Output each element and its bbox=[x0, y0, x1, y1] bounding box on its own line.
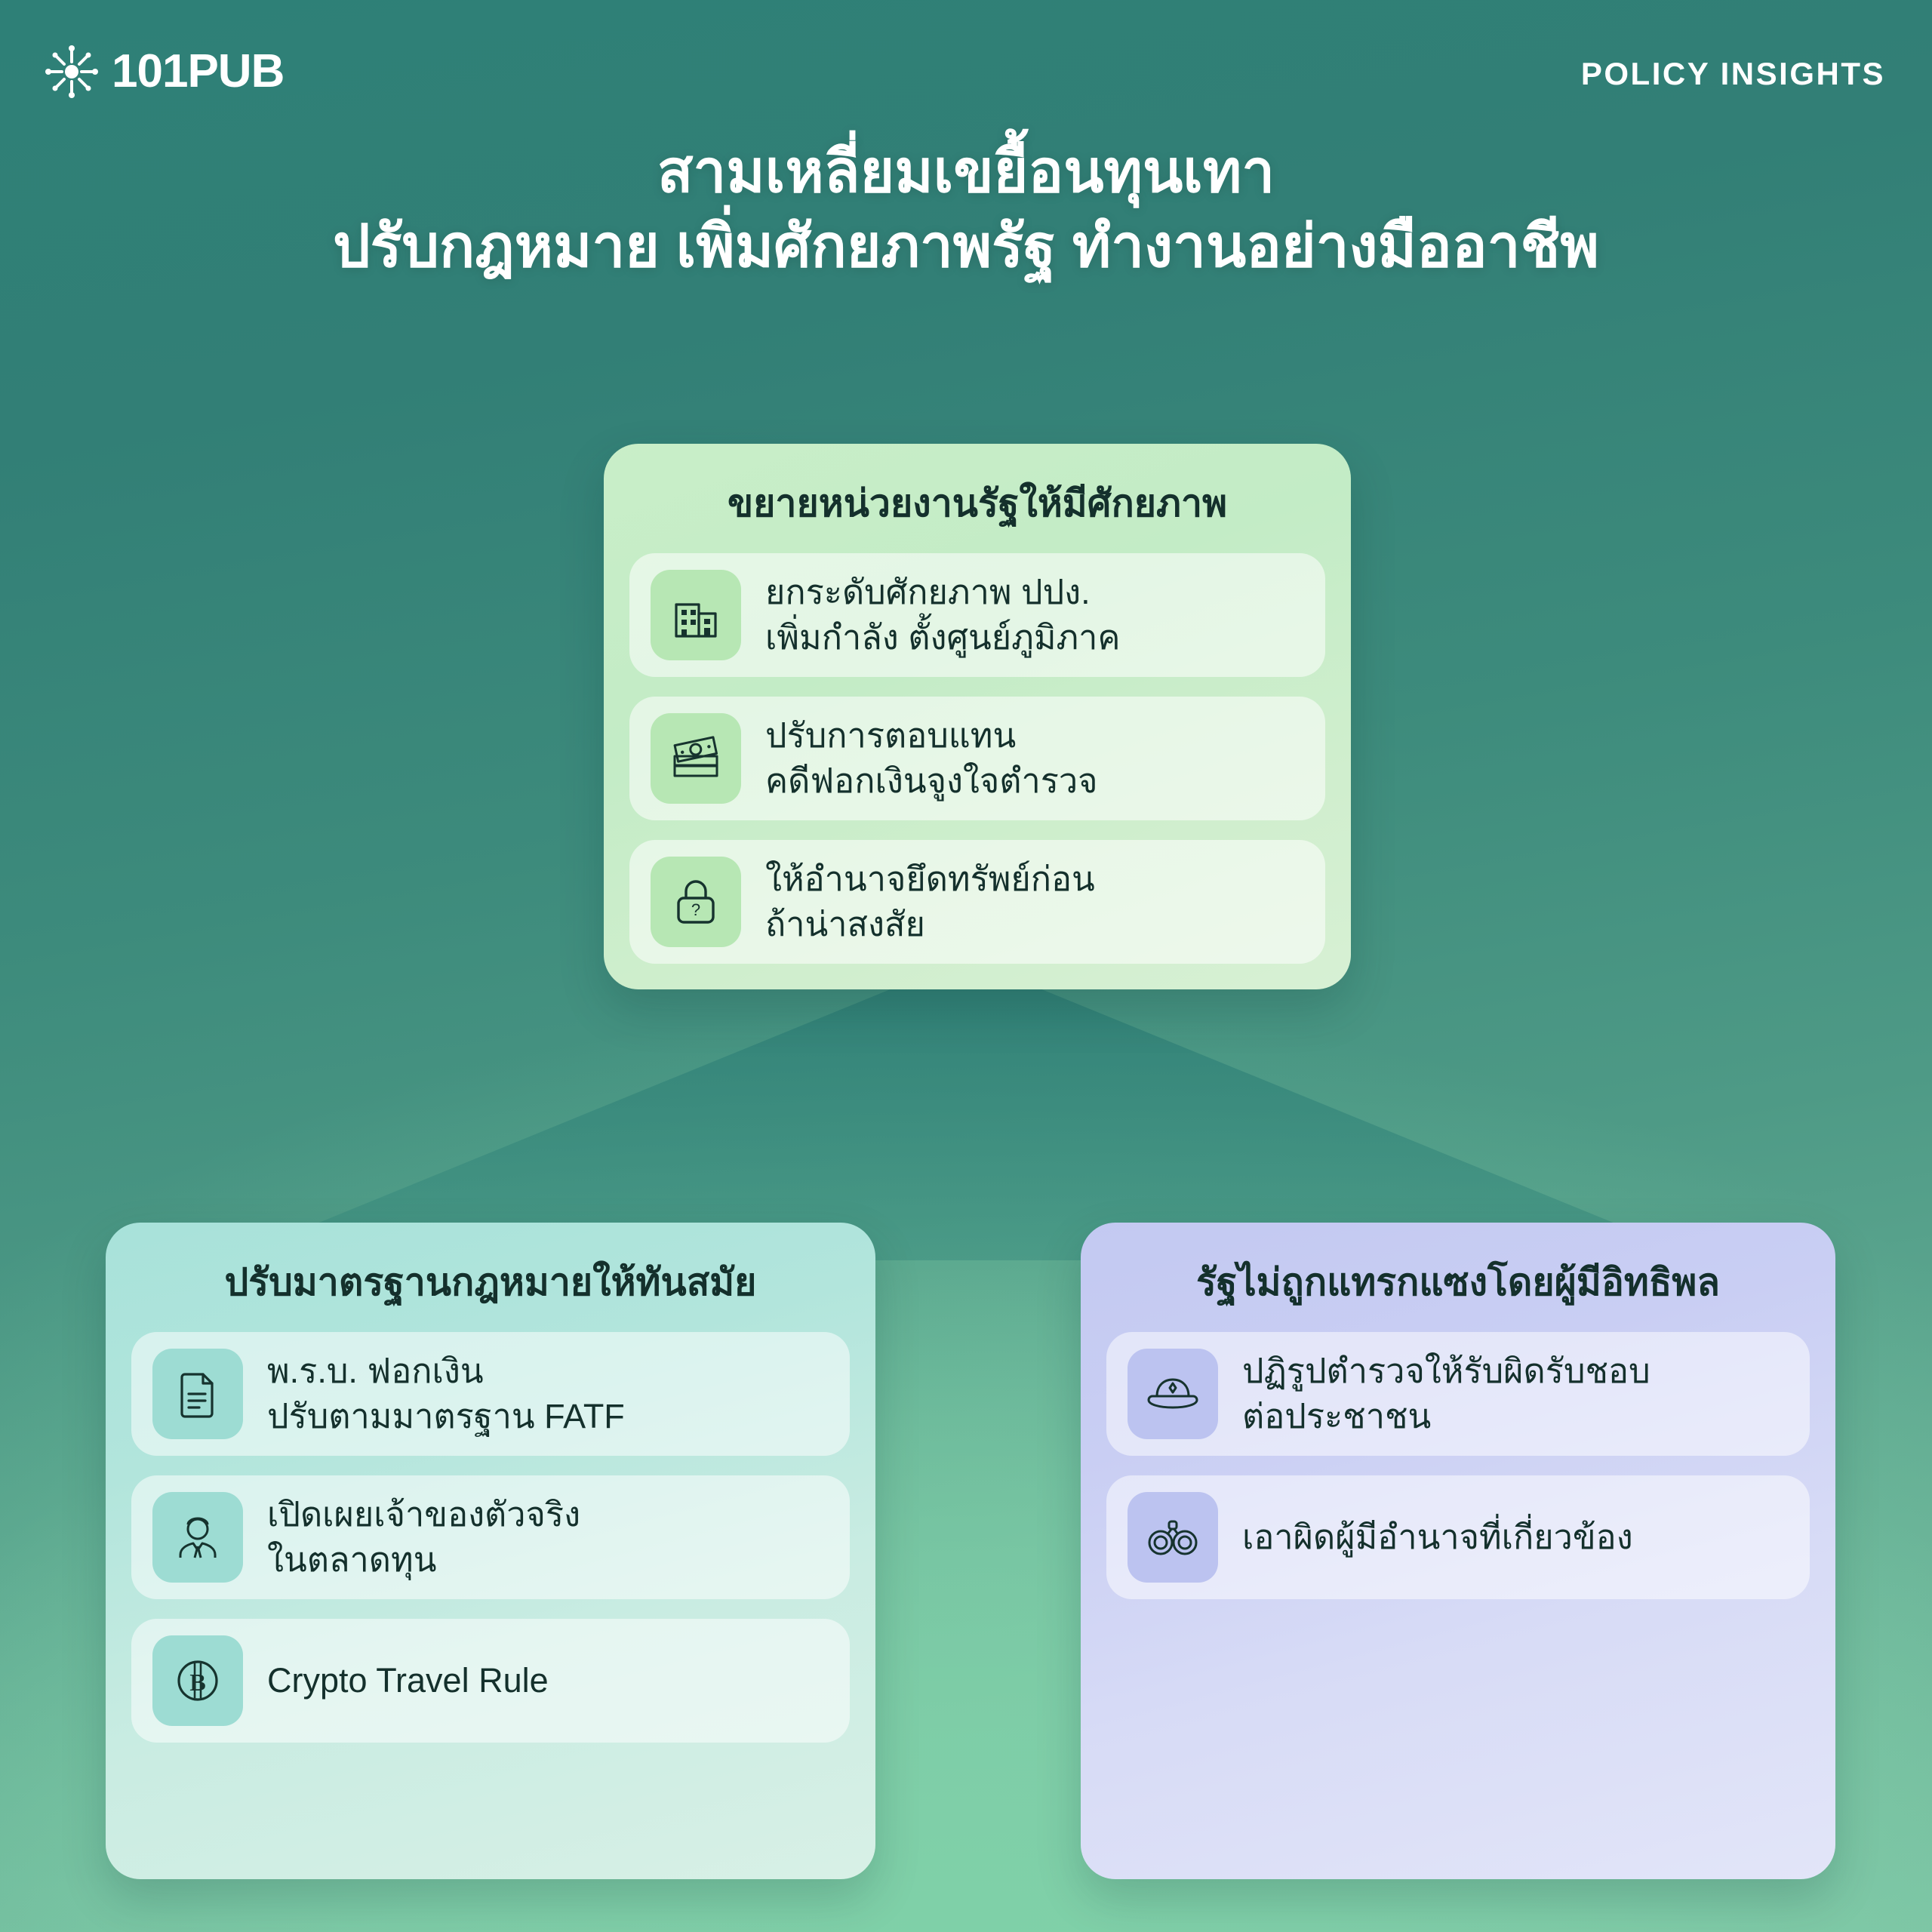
list-item-text bbox=[1242, 1349, 1651, 1439]
list-item-text bbox=[1242, 1515, 1633, 1560]
page-header bbox=[0, 35, 1932, 118]
list-item-line1: ปรับการตอบแทน bbox=[765, 716, 1017, 755]
banknotes-icon bbox=[651, 713, 741, 804]
card-legal-standards-items bbox=[106, 1332, 875, 1768]
list-item[interactable] bbox=[1106, 1475, 1810, 1599]
list-item-text bbox=[765, 570, 1121, 660]
list-item-line2: คดีฟอกเงินจูงใจตำรวจ bbox=[765, 761, 1098, 800]
card-no-interference-items bbox=[1081, 1332, 1835, 1625]
padlock-question-icon bbox=[651, 857, 741, 947]
list-item-line1: พ.ร.บ. ฟอกเงิน bbox=[267, 1352, 484, 1391]
card-capacity-items bbox=[604, 553, 1351, 989]
list-item-line1: เปิดเผยเจ้าของตัวจริง bbox=[267, 1495, 581, 1534]
bitcoin-icon bbox=[152, 1635, 243, 1726]
list-item-line1: ให้อำนาจยึดทรัพย์ก่อน bbox=[765, 860, 1095, 899]
starburst-logo-icon bbox=[44, 44, 100, 100]
page-title bbox=[0, 134, 1932, 284]
office-building-icon bbox=[651, 570, 741, 660]
section-label: POLICY INSIGHTS bbox=[1580, 56, 1885, 91]
list-item-line1: ยกระดับศักยภาพ ปปง. bbox=[765, 573, 1091, 612]
list-item[interactable] bbox=[629, 553, 1325, 677]
list-item[interactable] bbox=[131, 1619, 850, 1743]
list-item[interactable] bbox=[131, 1475, 850, 1599]
list-item-text bbox=[267, 1349, 625, 1439]
card-no-interference-title: รัฐไม่ถูกแทรกแซงโดยผู้มีอิทธิพล bbox=[1196, 1261, 1720, 1303]
svg-text:?: ? bbox=[691, 900, 701, 919]
businessman-icon bbox=[152, 1492, 243, 1583]
document-icon bbox=[152, 1349, 243, 1439]
list-item-line2: ในตลาดทุน bbox=[267, 1540, 437, 1579]
triangle-connector bbox=[0, 958, 1932, 1260]
title-line-2: ปรับกฎหมาย เพิ่มศักยภาพรัฐ ทำงานอย่างมืออาชีพ bbox=[333, 213, 1599, 280]
police-cap-icon bbox=[1128, 1349, 1218, 1439]
title-line-1: สามเหลี่ยมเขยื้อนทุนเทา bbox=[657, 138, 1275, 205]
list-item-line2: ปรับตามมาตรฐาน FATF bbox=[267, 1397, 625, 1435]
list-item-line2: เพิ่มกำลัง ตั้งศูนย์ภูมิภาค bbox=[765, 618, 1121, 657]
list-item-line1: ปฏิรูปตำรวจให้รับผิดรับชอบ bbox=[1242, 1352, 1651, 1391]
svg-text:B: B bbox=[189, 1669, 206, 1696]
list-item[interactable] bbox=[629, 840, 1325, 964]
card-legal-standards-title: ปรับมาตรฐานกฎหมายให้ทันสมัย bbox=[224, 1261, 757, 1303]
list-item-line1: Crypto Travel Rule bbox=[267, 1661, 549, 1700]
list-item[interactable] bbox=[131, 1332, 850, 1456]
list-item-line2: ต่อประชาชน bbox=[1242, 1397, 1432, 1435]
handcuffs-icon bbox=[1128, 1492, 1218, 1583]
card-capacity bbox=[604, 444, 1351, 989]
list-item-text bbox=[267, 1492, 580, 1583]
brand-name: 101PUB bbox=[112, 45, 285, 97]
card-capacity-title: ขยายหน่วยงานรัฐให้มีศักยภาพ bbox=[727, 482, 1228, 525]
list-item[interactable] bbox=[629, 697, 1325, 820]
list-item-text bbox=[765, 713, 1098, 804]
card-legal-standards bbox=[106, 1223, 875, 1879]
list-item[interactable] bbox=[1106, 1332, 1810, 1456]
list-item-text bbox=[765, 857, 1095, 947]
list-item-text bbox=[267, 1658, 549, 1703]
card-no-interference bbox=[1081, 1223, 1835, 1879]
brand[interactable] bbox=[44, 44, 284, 100]
list-item-line2: ถ้าน่าสงสัย bbox=[765, 905, 925, 943]
list-item-line1: เอาผิดผู้มีอำนาจที่เกี่ยวข้อง bbox=[1242, 1518, 1633, 1557]
